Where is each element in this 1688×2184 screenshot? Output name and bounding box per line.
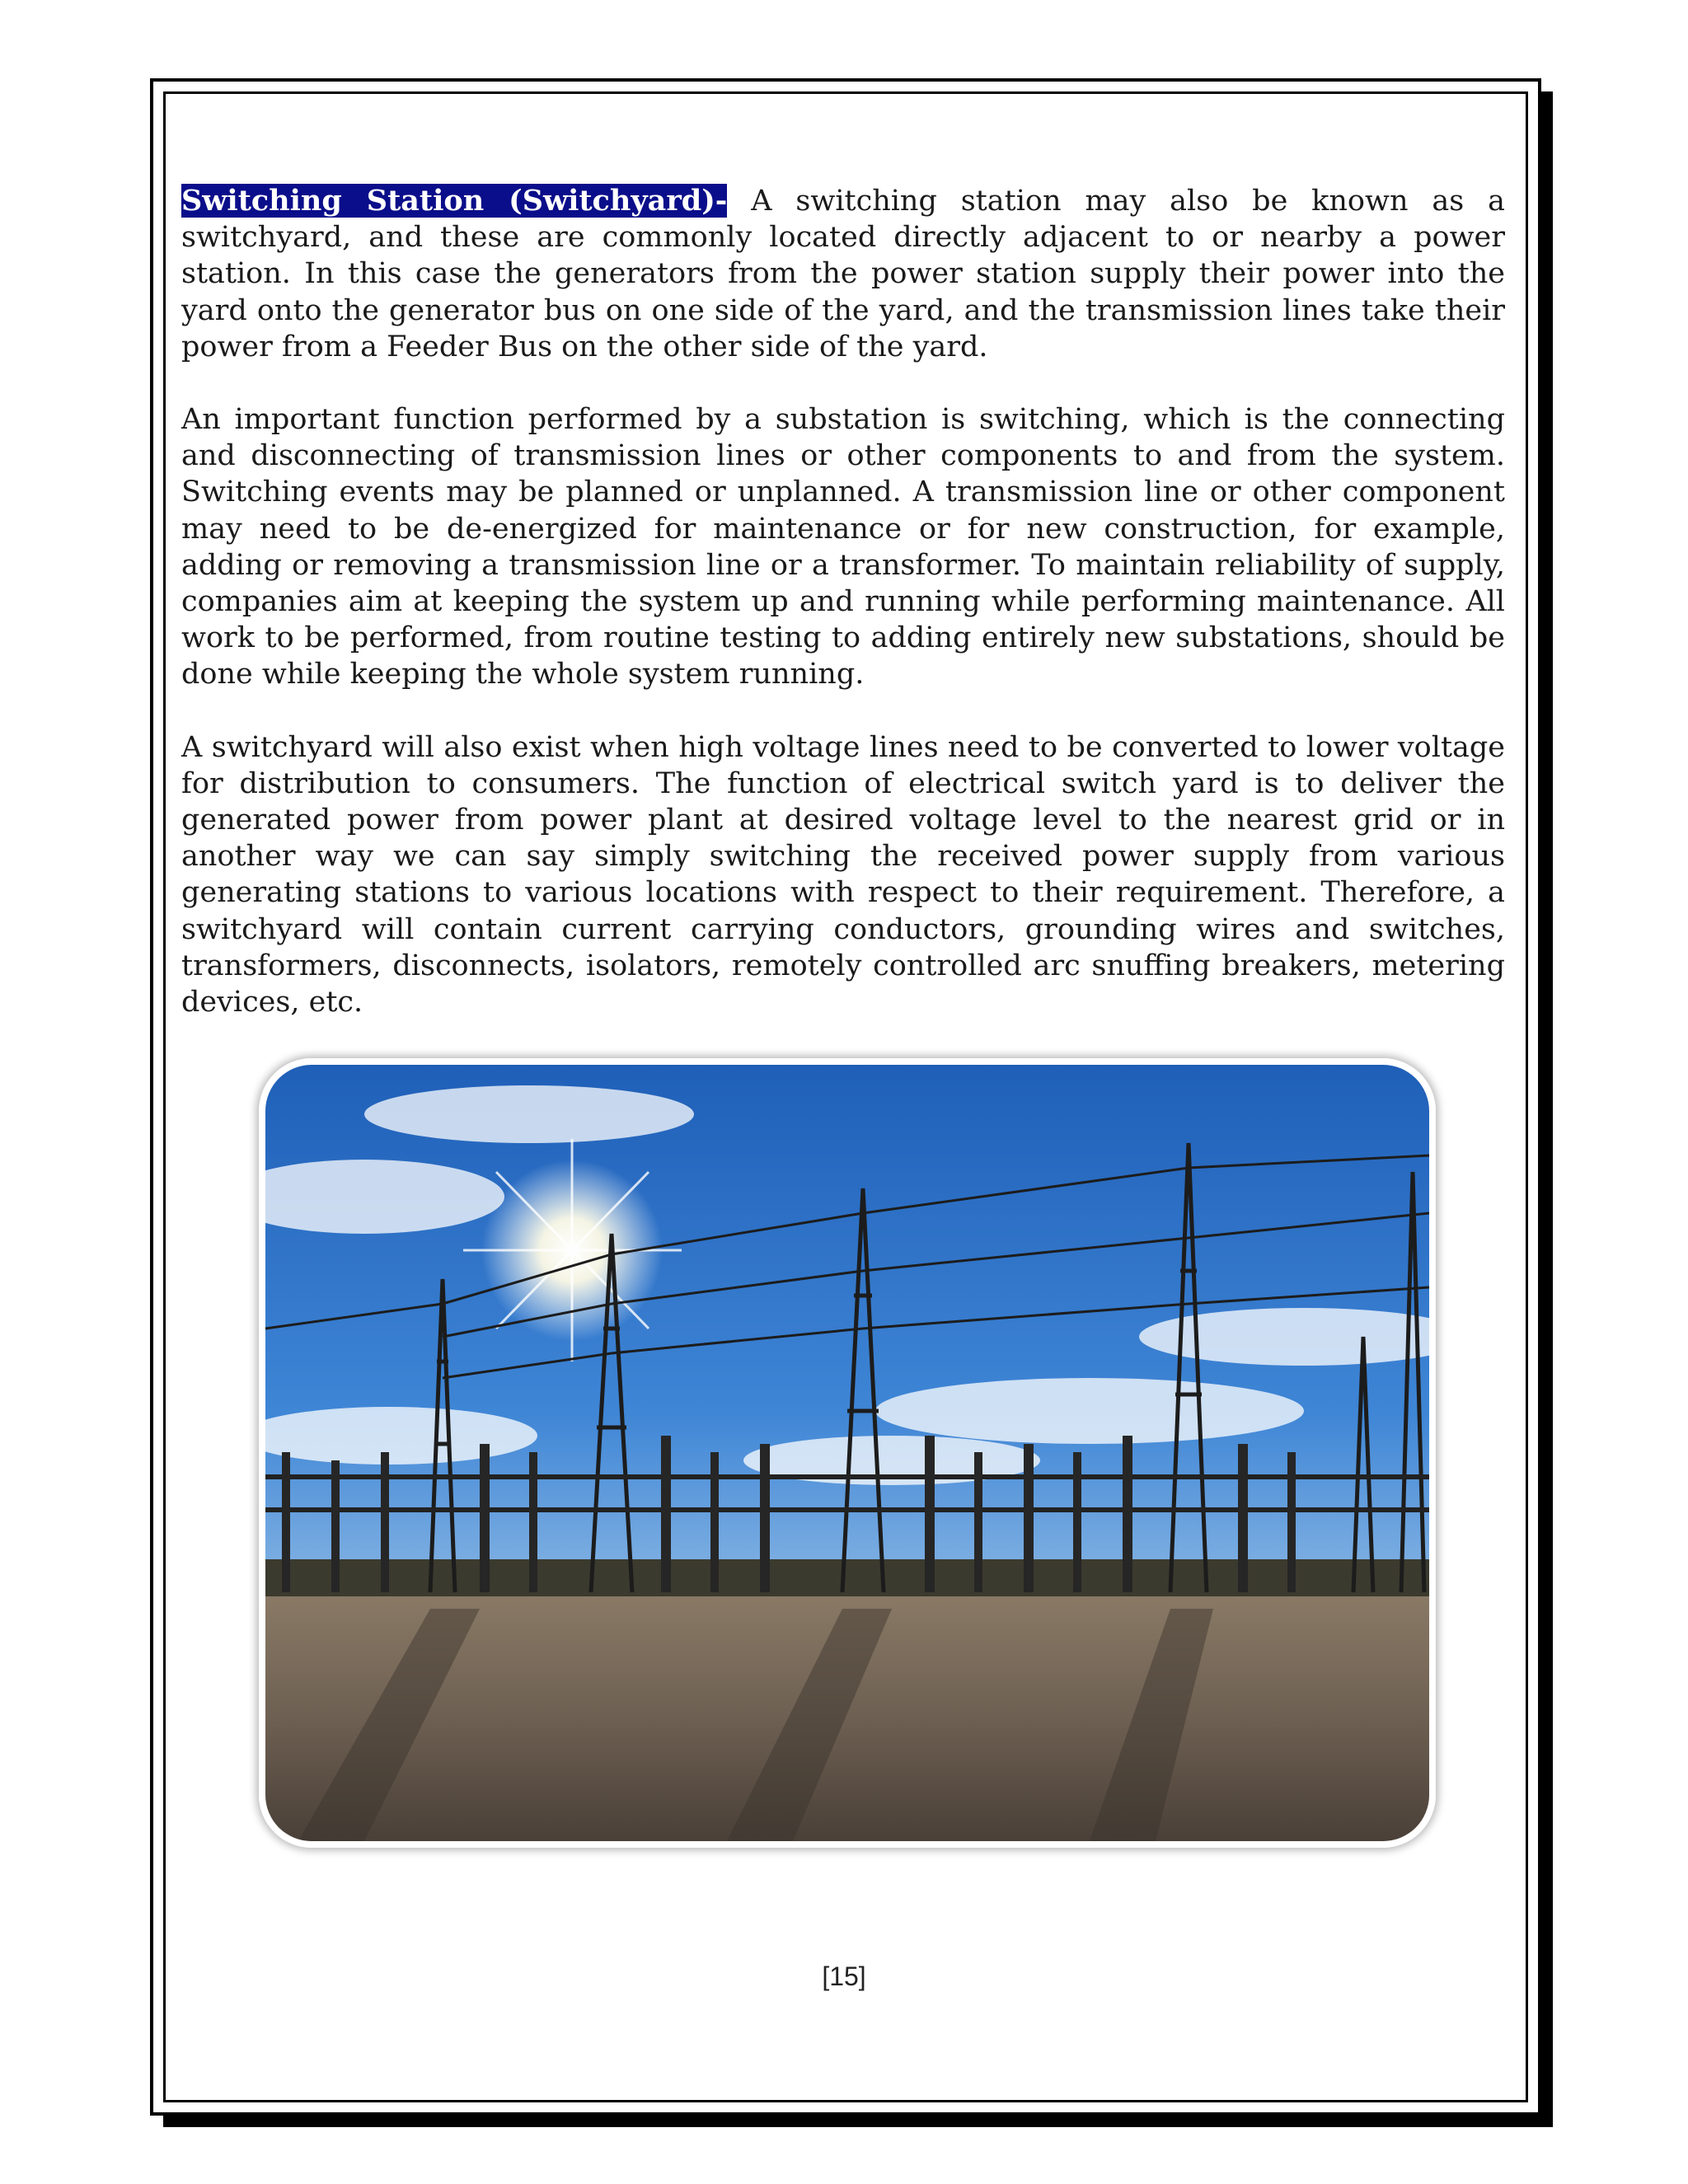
paragraph-1-text: A switching station may also be known as a switchyard, and these are commonly located directly adjacent to or nearby a power station. In this case the generators from the power station supply their power into the yard onto the generator bus on one side of the yard, and the transmission lines take their power from a Feeder Bus on the other side of the yard.	[181, 185, 1505, 363]
switchyard-photo-illustration	[265, 1065, 1429, 1841]
switchyard-photo	[259, 1058, 1436, 1848]
body-text	[181, 183, 1505, 1057]
section-heading: Switching Station (Switchyard)-	[181, 184, 728, 218]
paragraph-1	[181, 183, 1505, 365]
paragraph-3: A switchyard will also exist when high voltage lines need to be converted to lower voltage for distribution to consumers. The function of electrical switch yard is to deliver the generated power from power plant at desired voltage level to the nearest grid or in another way we can say simply switching the received power supply from various generating stations to various locations with respect to their requirement. Therefore, a switchyard will contain current carrying conductors, grounding wires and switches, transformers, disconnects, isolators, remotely controlled arc snuffing breakers, metering devices, etc.	[181, 730, 1505, 1019]
page-number: [15]	[822, 1961, 866, 1991]
paragraph-2: An important function performed by a substation is switching, which is the connecting and disconnecting of transmission lines or other components to and from the system. Switching events may be planned or unplanned. A transmission line or other component may need to be de-energized for maintenance or for new construction, for example, adding or removing a transmission line or a transformer. To maintain reliability of supply, companies aim at keeping the system up and running while performing maintenance. All work to be performed, from routine testing to adding entirely new substations, should be done while keeping the whole system running.	[181, 403, 1505, 691]
